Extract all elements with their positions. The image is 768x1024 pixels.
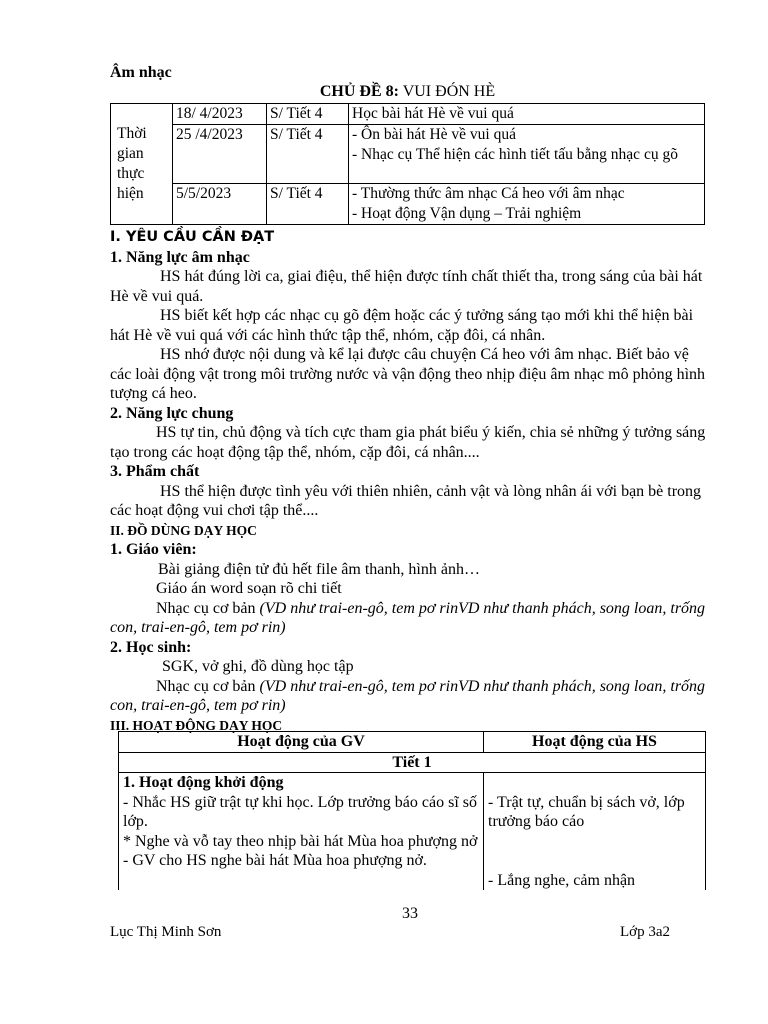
time-label-line: gian: [117, 145, 144, 162]
table-row: [111, 184, 705, 225]
subsection-heading: 2. Học sinh:: [110, 638, 192, 656]
list-item: Giáo án word soạn rõ chi tiết: [156, 580, 342, 597]
section-1: [110, 228, 710, 735]
table-row: [111, 125, 705, 184]
paragraph: HS thể hiện được tình yêu với thiên nhiên, cảnh vật và lòng nhân ái với bạn bè trong các hoạt động vui chơi tập thể....: [110, 482, 702, 519]
content-line: - Hoạt động Vận dụng – Trải nghiệm: [352, 205, 582, 222]
subject-title: Âm nhạc: [110, 64, 172, 81]
period-cell: S/ Tiết 4: [267, 125, 349, 184]
spacer: [488, 773, 701, 793]
paragraph: HS hát đúng lời ca, giai điệu, thể hiện được tính chất thiết tha, trong sáng của bài hát Hè về vui quá.: [110, 268, 703, 305]
column-header: Hoạt động của HS: [484, 732, 706, 753]
table-row: [111, 104, 705, 125]
topic-title: [110, 83, 705, 101]
subsection-heading: 3. Phẩm chất: [110, 463, 200, 480]
paragraph: HS nhớ được nội dung và kể lại được câu chuyện Cá heo với âm nhạc. Biết bảo vệ các loài động vật trong môi trường nước và vận động theo nhịp điệu âm nhạc mô phỏng hình tượng cá heo.: [110, 346, 706, 402]
section-heading: II. ĐỒ DÙNG DẠY HỌC: [110, 522, 257, 538]
hs-line: - Lắng nghe, cảm nhận: [488, 871, 636, 889]
list-item: [110, 599, 710, 638]
gv-line: - Nhắc HS giữ trật tự khi học. Lớp trưởng báo cáo sĩ số lớp.: [123, 793, 477, 830]
subsection-heading: 2. Năng lực chung: [110, 404, 234, 422]
table-row: [119, 732, 706, 753]
period-cell: S/ Tiết 4: [267, 184, 349, 225]
content-cell: [349, 104, 705, 125]
activity-heading: 1. Hoạt động khởi động: [123, 774, 284, 791]
hs-cell: [484, 773, 706, 891]
subsection-heading: 1. Giáo viên:: [110, 541, 197, 558]
content-cell: [349, 125, 705, 184]
topic-prefix: CHỦ ĐỀ 8:: [319, 83, 399, 100]
time-label-line: Thời: [117, 125, 147, 142]
list-item: Bài giảng điện tử đủ hết file âm thanh, hình ảnh…: [158, 560, 480, 578]
date-cell: 18/ 4/2023: [173, 104, 267, 125]
content-line: - Ôn bài hát Hè về vui quá: [352, 126, 516, 143]
table-row: [119, 752, 706, 773]
list-item: SGK, vở ghi, đồ dùng học tập: [162, 658, 354, 675]
column-header: Hoạt động của GV: [119, 732, 484, 753]
gv-line: - GV cho HS nghe bài hát Mùa hoa phượng nở.: [123, 852, 427, 869]
lesson-label: Tiết 1: [119, 752, 706, 773]
hs-line: - Trật tự, chuẩn bị sách vở, lớp trưởng báo cáo: [488, 793, 685, 830]
topic-name: VUI ĐÓN HÈ: [398, 83, 496, 100]
text-plain: Nhạc cụ cơ bản: [156, 599, 260, 617]
text-plain: Nhạc cụ cơ bản: [156, 677, 260, 695]
time-label-line: thực: [117, 165, 145, 182]
footer-author: Lục Thị Minh Sơn: [110, 924, 222, 940]
spacer: [488, 832, 701, 871]
section-heading: III. HOẠT ĐỘNG DẠY HỌC: [110, 717, 283, 733]
gv-cell: [119, 773, 484, 891]
content-cell: [349, 184, 705, 225]
schedule-table: [110, 103, 705, 225]
section-heading: I. YÊU CẦU CẦN ĐẠT: [110, 229, 275, 245]
text-italic: (VD như trai-en-gô, tem pơ rinVD như thanh phách, song loan, trống con, trai-en-gô, tem pơ rin): [110, 599, 706, 636]
time-label-line: hiện: [117, 185, 144, 202]
period-cell: S/ Tiết 4: [267, 104, 349, 125]
table-row: [119, 773, 706, 891]
content-line: Học bài hát Hè về vui quá: [352, 105, 514, 122]
paragraph: HS biết kết hợp các nhạc cụ gõ đệm hoặc các ý tưởng sáng tạo mới khi thể hiện bài hát Hè về vui quá với các hình thức tập thể, nhóm, cặp đôi, cá nhân.: [110, 307, 694, 344]
date-cell: 5/5/2023: [173, 184, 267, 225]
activities-table: [118, 731, 706, 890]
time-label-cell: [111, 104, 173, 225]
content-line: - Nhạc cụ Thể hiện các hình tiết tấu bằng nhạc cụ gõ: [352, 146, 678, 163]
page-number: 33: [402, 905, 418, 922]
footer-class: Lớp 3a2: [620, 924, 671, 940]
paragraph: HS tự tin, chủ động và tích cực tham gia phát biểu ý kiến, chia sẻ những ý tưởng sáng tạo trong các hoạt động tập thể, nhóm, cặp đôi, cá nhân....: [110, 424, 706, 461]
list-item: [110, 677, 710, 716]
gv-line: * Nghe và vỗ tay theo nhịp bài hát Mùa hoa phượng nở: [123, 832, 478, 850]
date-cell: 25 /4/2023: [173, 125, 267, 184]
subsection-heading: 1. Năng lực âm nhạc: [110, 248, 250, 266]
text-italic: (VD như trai-en-gô, tem pơ rinVD như thanh phách, song loan, trống con, trai-en-gô, tem pơ rin): [110, 677, 706, 714]
content-line: - Thường thức âm nhạc Cá heo với âm nhạc: [352, 185, 625, 202]
